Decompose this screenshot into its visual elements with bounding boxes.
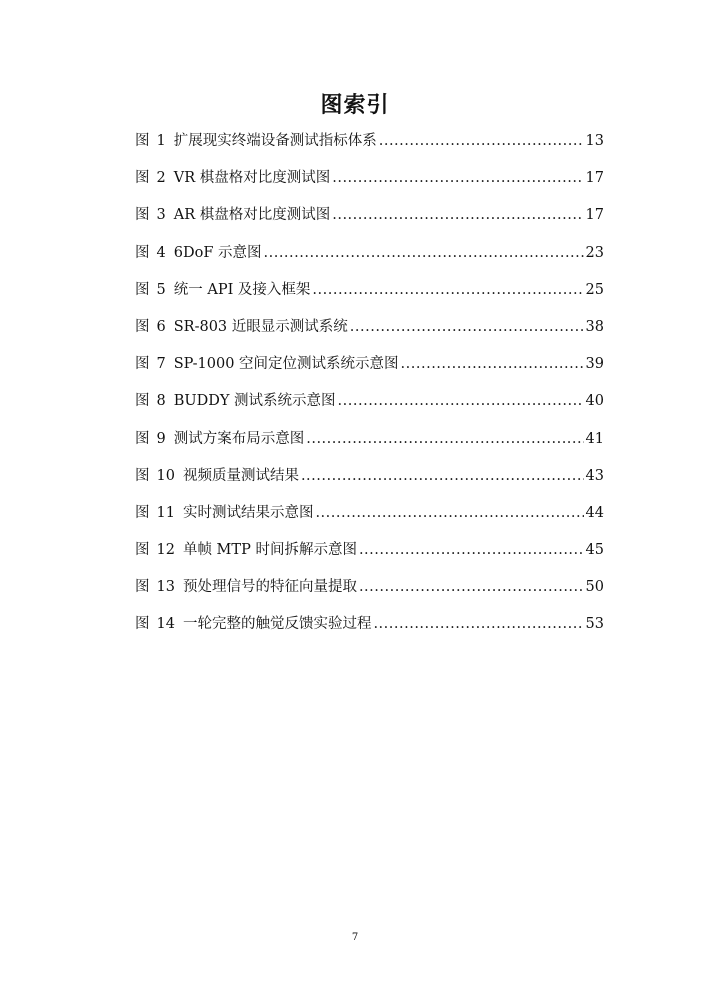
figure-caption: 6DoF 示意图	[173, 244, 262, 261]
figure-label	[135, 537, 175, 563]
toc-entry[interactable]	[135, 314, 604, 351]
toc-entry[interactable]	[135, 426, 604, 463]
dot-leader	[306, 426, 583, 452]
page-reference: 38	[585, 318, 604, 335]
figure-label	[135, 426, 166, 452]
dot-leader	[264, 240, 584, 266]
figure-caption: 测试方案布局示意图	[173, 430, 305, 447]
figure-number: 2	[156, 170, 166, 187]
figure-caption: SP-1000 空间定位测试系统示意图	[173, 356, 399, 373]
page-reference: 39	[585, 356, 604, 373]
figure-caption: VR 棋盘格对比度测试图	[173, 170, 331, 187]
figure-label	[135, 165, 166, 191]
page-reference: 13	[585, 133, 604, 149]
dot-leader	[338, 388, 584, 414]
page-reference: 23	[585, 244, 604, 261]
figure-prefix: 图	[135, 170, 150, 187]
page-title: 图索引	[320, 93, 390, 118]
figure-number: 5	[156, 281, 166, 298]
toc-entry[interactable]	[135, 574, 604, 611]
page-reference: 44	[585, 504, 604, 521]
figure-number: 13	[156, 579, 175, 596]
figure-prefix: 图	[135, 504, 150, 521]
figure-label	[135, 463, 175, 489]
page-reference: 43	[585, 467, 604, 484]
figure-prefix: 图	[135, 133, 150, 149]
dot-leader	[301, 463, 584, 489]
figure-label	[135, 388, 166, 414]
figure-label	[135, 277, 166, 303]
figure-caption: 视频质量测试结果	[182, 467, 299, 484]
figure-prefix: 图	[135, 467, 150, 484]
figure-label	[135, 500, 175, 526]
toc-entry[interactable]	[135, 463, 604, 500]
figure-label	[135, 240, 166, 266]
figure-number: 14	[156, 616, 175, 633]
page-number: 7	[351, 932, 359, 943]
figure-number: 1	[156, 133, 166, 149]
page-reference: 45	[585, 542, 604, 559]
figure-caption: 一轮完整的触觉反馈实验过程	[182, 616, 372, 633]
figure-prefix: 图	[135, 244, 150, 261]
toc-entry[interactable]	[135, 537, 604, 574]
figure-prefix: 图	[135, 393, 150, 410]
figure-caption: 单帧 MTP 时间拆解示意图	[182, 542, 357, 559]
toc-entry[interactable]	[135, 202, 604, 239]
toc-entry[interactable]	[135, 388, 604, 425]
toc-entry[interactable]	[135, 240, 604, 277]
dot-leader	[350, 314, 584, 340]
figure-prefix: 图	[135, 579, 150, 596]
figure-prefix: 图	[135, 356, 150, 373]
page-reference: 53	[585, 616, 604, 633]
toc-entry[interactable]	[135, 277, 604, 314]
page-reference: 17	[585, 207, 604, 224]
figure-caption: BUDDY 测试系统示意图	[173, 393, 336, 410]
toc-entry[interactable]	[135, 128, 604, 165]
figure-label	[135, 351, 166, 377]
toc-entry[interactable]	[135, 500, 604, 537]
figure-prefix: 图	[135, 616, 150, 633]
toc-entry[interactable]	[135, 351, 604, 388]
figure-prefix: 图	[135, 207, 150, 224]
figure-label	[135, 314, 166, 340]
dot-leader	[379, 128, 584, 154]
figure-number: 3	[156, 207, 166, 224]
figure-label	[135, 128, 166, 154]
dot-leader	[359, 574, 584, 600]
page-reference: 40	[585, 393, 604, 410]
figure-number: 11	[156, 504, 175, 521]
figure-number: 8	[156, 393, 166, 410]
dot-leader	[312, 277, 583, 303]
figure-number: 10	[156, 467, 175, 484]
toc-entry[interactable]	[135, 611, 604, 648]
dot-leader	[315, 500, 583, 526]
dot-leader	[332, 202, 583, 228]
dot-leader	[359, 537, 584, 563]
figure-label	[135, 574, 175, 600]
figure-label	[135, 611, 175, 637]
figure-number: 6	[156, 318, 166, 335]
page-reference: 25	[585, 281, 604, 298]
dot-leader	[401, 351, 584, 377]
figure-prefix: 图	[135, 430, 150, 447]
figure-number: 4	[156, 244, 166, 261]
figure-caption: 预处理信号的特征向量提取	[182, 579, 357, 596]
toc-entry[interactable]	[135, 165, 604, 202]
figure-prefix: 图	[135, 281, 150, 298]
page-reference: 41	[585, 430, 604, 447]
figure-number: 9	[156, 430, 166, 447]
dot-leader	[373, 611, 583, 637]
figure-caption: AR 棋盘格对比度测试图	[173, 207, 331, 224]
figure-index-list	[135, 128, 604, 649]
figure-caption: 扩展现实终端设备测试指标体系	[173, 133, 377, 149]
figure-number: 7	[156, 356, 166, 373]
dot-leader	[332, 165, 583, 191]
page-reference: 17	[585, 170, 604, 187]
figure-prefix: 图	[135, 542, 150, 559]
figure-caption: 统一 API 及接入框架	[173, 281, 311, 298]
figure-number: 12	[156, 542, 175, 559]
figure-prefix: 图	[135, 318, 150, 335]
figure-caption: 实时测试结果示意图	[182, 504, 314, 521]
figure-label	[135, 202, 166, 228]
page-reference: 50	[585, 579, 604, 596]
figure-caption: SR-803 近眼显示测试系统	[173, 318, 348, 335]
